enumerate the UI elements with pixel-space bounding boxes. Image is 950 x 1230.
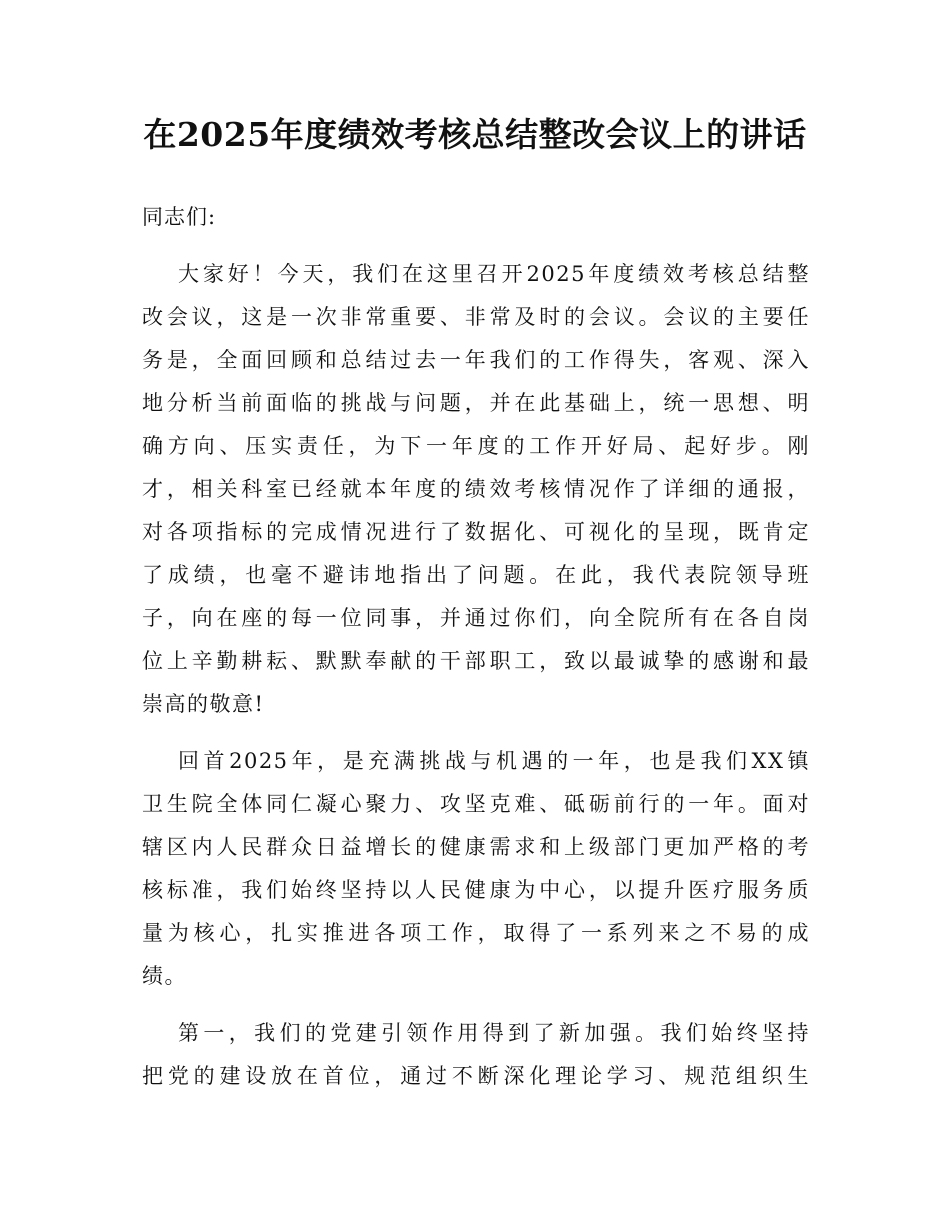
paragraph-1 xyxy=(142,253,810,726)
document-title: 在2025年度绩效考核总结整改会议上的讲话 xyxy=(143,115,807,154)
text-line: 第一，我们的党建引领作用得到了新加强。我们始终坚持 xyxy=(178,1021,810,1045)
text-line: 地分析当前面临的挑战与问题，并在此基础上，统一思想、明 xyxy=(142,391,810,415)
text-line: 改会议，这是一次非常重要、非常及时的会议。会议的主要任 xyxy=(142,305,810,329)
text-line: 大家好！今天，我们在这里召开2025年度绩效考核总结整 xyxy=(178,262,810,286)
text-line: 把党的建设放在首位，通过不断深化理论学习、规范组织生 xyxy=(142,1064,810,1088)
text-line: 才，相关科室已经就本年度的绩效考核情况作了详细的通报， xyxy=(142,477,810,501)
text-line: 了成绩，也毫不避讳地指出了问题。在此，我代表院领导班 xyxy=(142,563,810,587)
paragraph-2 xyxy=(142,740,810,998)
text-line: 绩。 xyxy=(142,964,187,988)
text-line: 回首2025年，是充满挑战与机遇的一年，也是我们XX镇 xyxy=(178,749,810,773)
text-line: 辖区内人民群众日益增长的健康需求和上级部门更加严格的考 xyxy=(142,835,810,859)
text-line: 量为核心，扎实推进各项工作，取得了一系列来之不易的成 xyxy=(142,921,810,945)
text-line: 位上辛勤耕耘、默默奉献的干部职工，致以最诚挚的感谢和最 xyxy=(142,649,810,673)
document-body xyxy=(142,196,810,1098)
paragraph-3 xyxy=(142,1012,810,1098)
salutation: 同志们: xyxy=(142,205,217,229)
text-line: 子，向在座的每一位同事，并通过你们，向全院所有在各自岗 xyxy=(142,606,810,630)
text-line: 卫生院全体同仁凝心聚力、攻坚克难、砥砺前行的一年。面对 xyxy=(142,792,810,816)
text-line: 务是，全面回顾和总结过去一年我们的工作得失，客观、深入 xyxy=(142,348,810,372)
text-line: 核标准，我们始终坚持以人民健康为中心，以提升医疗服务质 xyxy=(142,878,810,902)
text-line: 崇高的敬意! xyxy=(142,692,265,716)
text-line: 确方向、压实责任，为下一年度的工作开好局、起好步。刚 xyxy=(142,434,810,458)
text-line: 对各项指标的完成情况进行了数据化、可视化的呈现，既肯定 xyxy=(142,520,810,544)
